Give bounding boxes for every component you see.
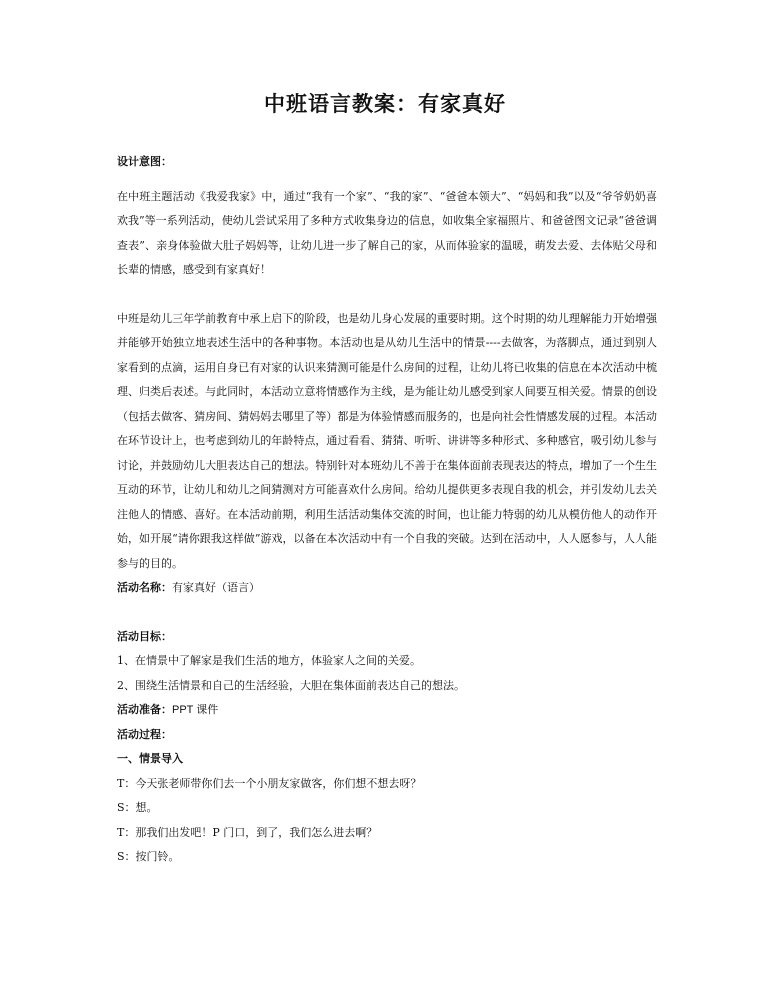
activity-name-label: 活动名称： (117, 581, 172, 594)
process-heading: 活动过程： (117, 727, 172, 741)
dialogue-line: S：按门铃。 (117, 850, 180, 863)
dialogue-line: T：那我们出发吧！P 门口，到了，我们怎么进去啊？ (117, 825, 378, 839)
document-body (117, 150, 657, 870)
design-intent-heading: 设计意图： (117, 155, 172, 168)
goal-item-1: 1、在情景中了解家是我们生活的地方，体验家人之间的关爱。 (117, 654, 421, 667)
dialogue-line: T：今天张老师带你们去一个小朋友家做客，你们想不想去呀？ (117, 776, 422, 790)
preparation-label: 活动准备： (117, 703, 172, 716)
dialogue-line: S：想。 (117, 801, 158, 814)
activity-name-value: 有家真好（语言） (172, 581, 260, 594)
design-intent-paragraph-2: 中班是幼儿三年学前教育中承上启下的阶段，也是幼儿身心发展的重要时期。这个时期的幼儿理解能力开始增强并能够开始独立地表述生活中的各种事物。本活动也是从幼儿生活中的情景----去做客，为落脚点，通过到别人家看到的点滴，运用自身已有对家的认识来猜测可能是什么房间的过程，让幼儿将已收集的信息在本次活动中梳理、归类后表述。与此同时，本活动立意将情感作为主线，是为能让幼儿感受到家人间要互相关爱。情景的创设（包括去做客、猜房间、猜妈妈去哪里了等）都是为体验情感而服务的，也是向社会性情感发展的过程。本活动在环节设计上，也考虑到幼儿的年龄特点，通过看看、猜猜、听听、讲讲等多种形式、多种感官，吸引幼儿参与讨论，并鼓励幼儿大胆表达自己的想法。特别针对本班幼儿不善于在集体面前表现表达的特点，增加了一个生生互动的环节，让幼儿和幼儿之间猜测对方可能喜欢什么房间。给幼儿提供更多表现自我的机会，并引发幼儿去关注他人的情感、喜好。在本活动前期，利用生活活动集体交流的时间，也让能力特弱的幼儿从模仿他人的动作开始，如开展“请你跟我这样做”游戏，以备在本次活动中有一个自我的突破。达到在活动中，人人愿参与，人人能参与的目的。 (117, 311, 657, 570)
goal-item-2: 2、围绕生活情景和自己的生活经验，大胆在集体面前表达自己的想法。 (117, 678, 465, 692)
goals-heading: 活动目标： (117, 629, 172, 643)
activity-name-line (117, 576, 657, 601)
preparation-value: PPT 课件 (172, 704, 219, 716)
design-intent-paragraph-1: 在中班主题活动《我爱我家》中，通过“我有一个家”、“我的家”、“爸爸本领大”、“妈妈和我”以及“爷爷奶奶喜欢我”等一系列活动，使幼儿尝试采用了多种方式收集身边的信息，如收集全家福照片、和爸爸图文记录“爸爸调查表”、亲身体验做大肚子妈妈等，让幼儿进一步了解自己的家，从而体验家的温暖，萌发去爱、去体贴父母和长辈的情感，感受到有家真好！ (117, 189, 657, 276)
preparation-line (117, 698, 657, 723)
document-title: 中班语言教案：有家真好 (264, 91, 506, 116)
process-section-1: 一、情景导入 (117, 752, 183, 765)
